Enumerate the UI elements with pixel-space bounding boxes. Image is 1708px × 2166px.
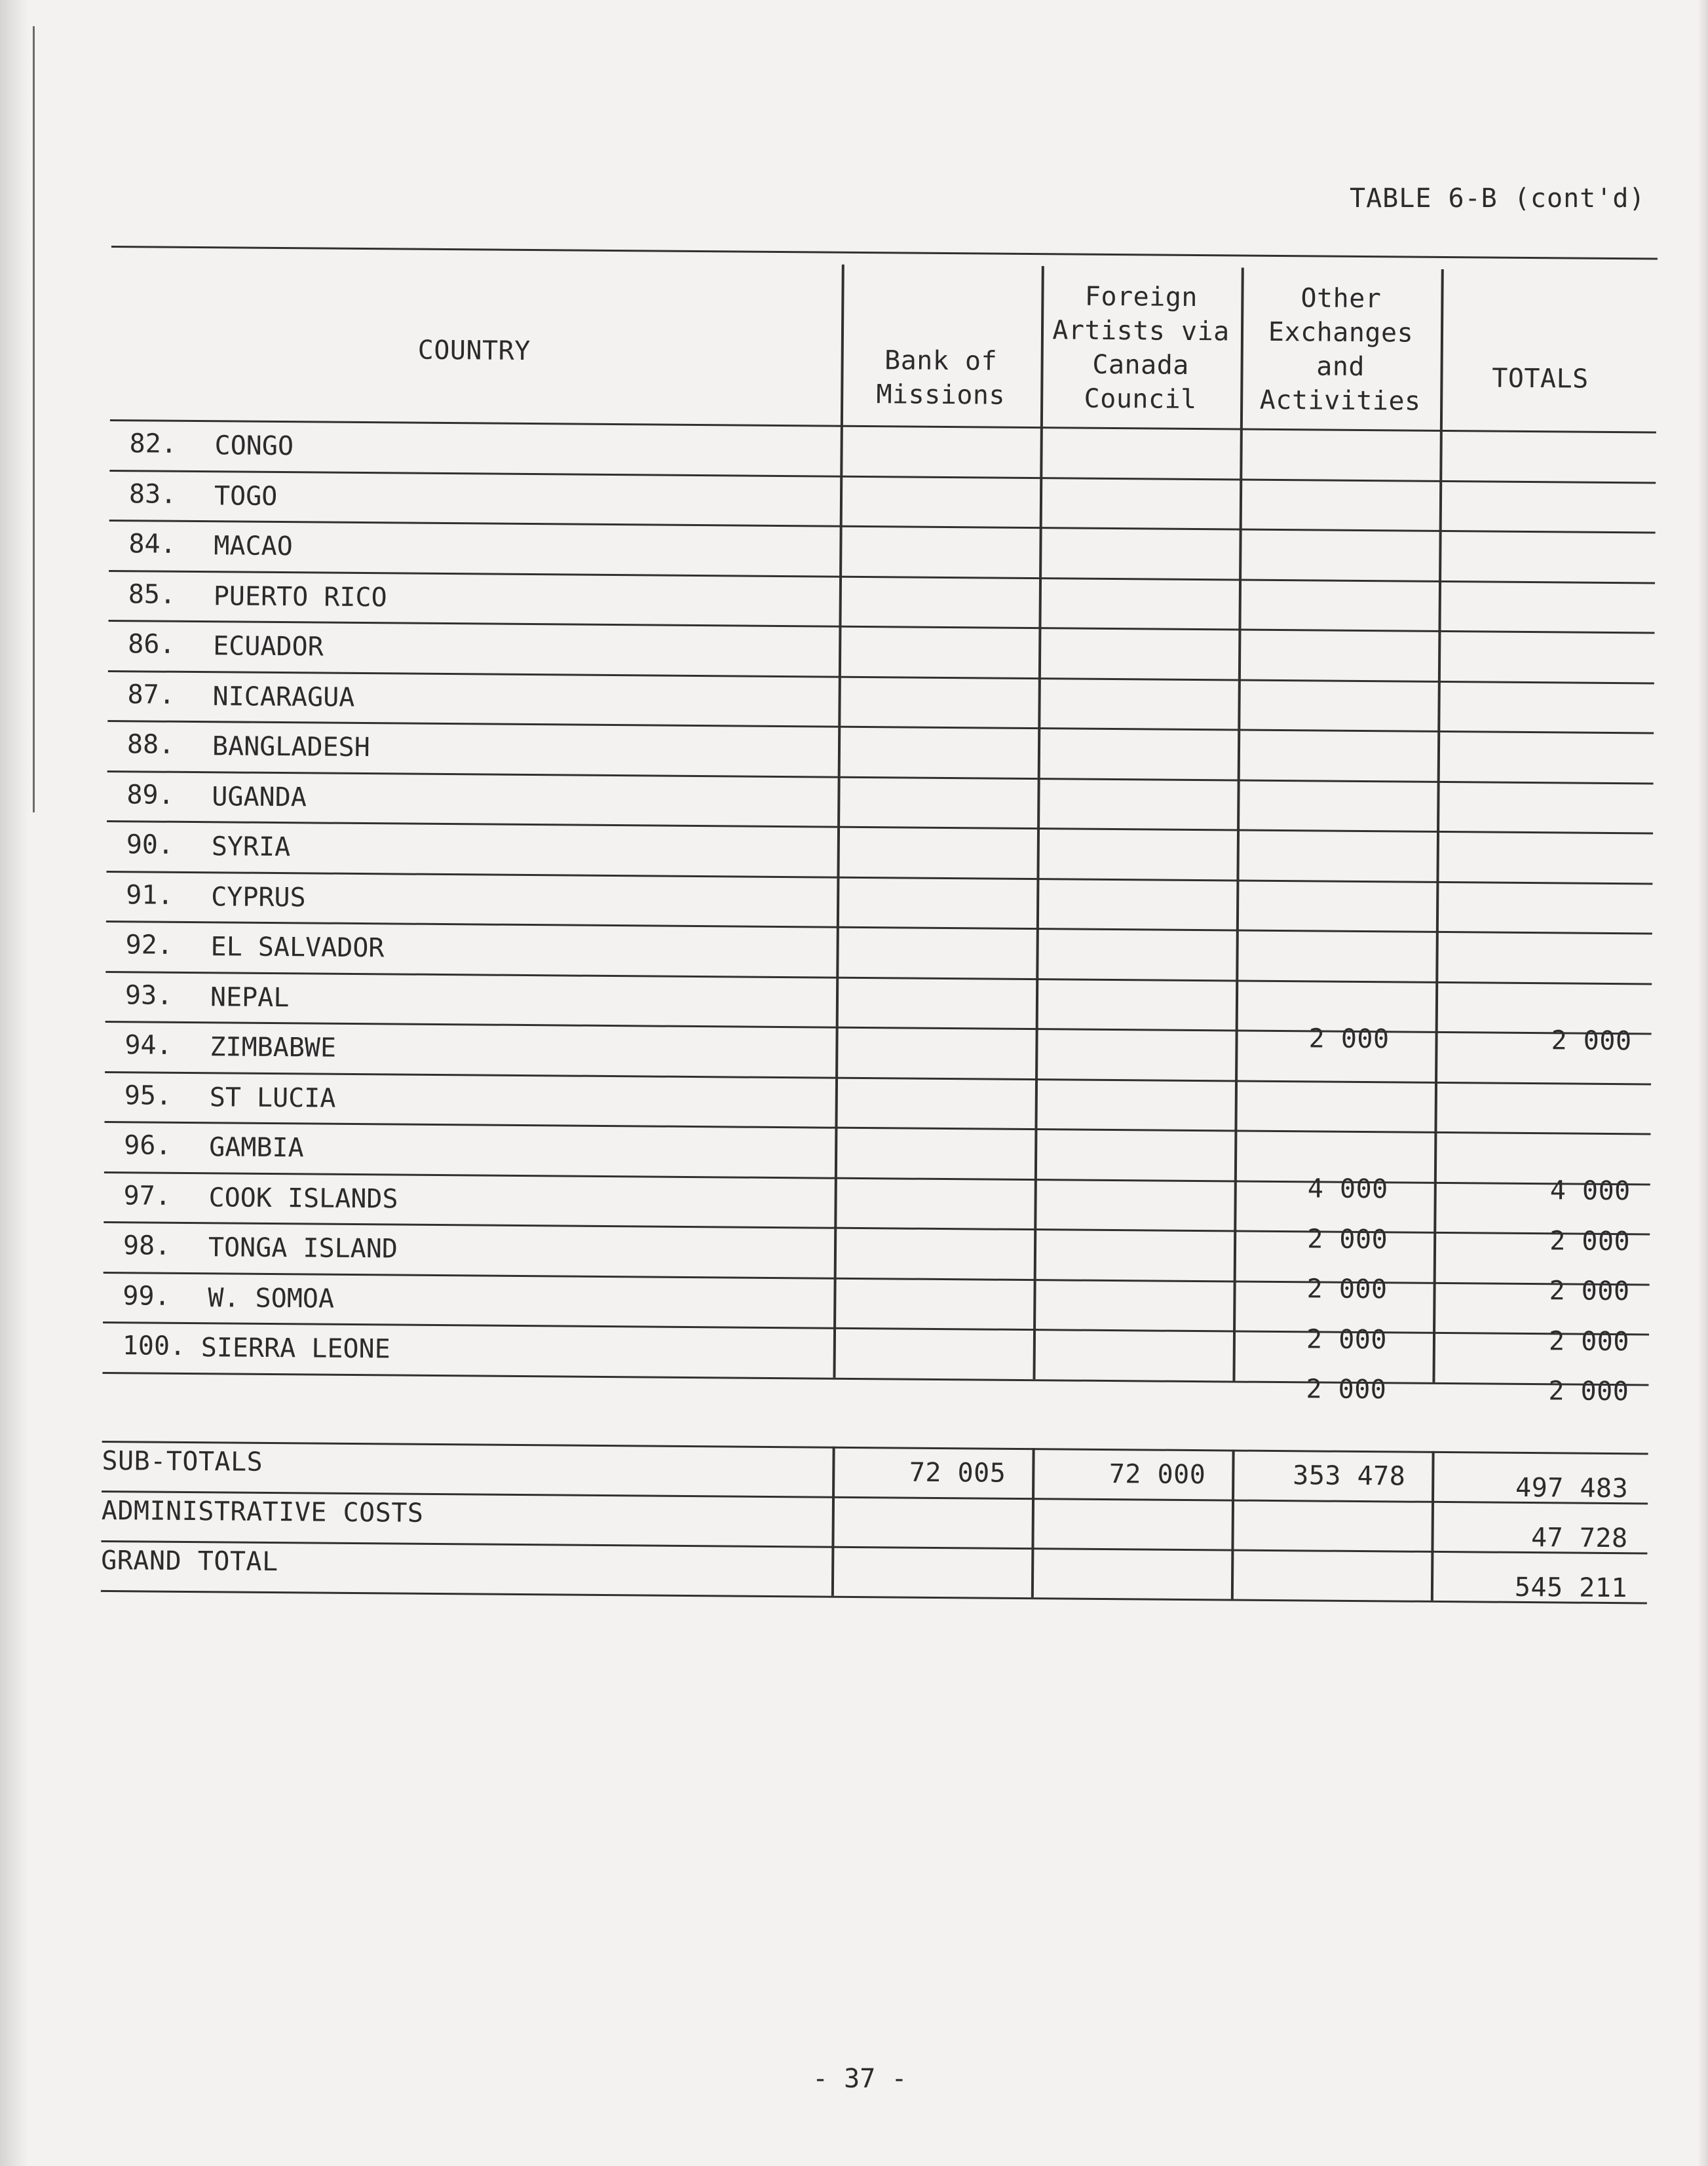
country-name: ECUADOR bbox=[213, 631, 324, 662]
row-number: 83. bbox=[128, 478, 177, 510]
row-number: 99. bbox=[123, 1280, 170, 1312]
row-rule bbox=[109, 520, 1656, 534]
column-rule bbox=[1033, 266, 1044, 1378]
row-number: 96. bbox=[124, 1130, 172, 1161]
country-name: W. SOMOA bbox=[208, 1282, 335, 1314]
country-name: CONGO bbox=[214, 430, 294, 462]
header-foreign-line-3: Canada bbox=[1092, 349, 1190, 381]
other-exchanges-value: 2 000 bbox=[1306, 1274, 1388, 1305]
row-rule bbox=[106, 870, 1652, 884]
column-rule bbox=[1232, 268, 1243, 1380]
summary-label: SUB-TOTALS bbox=[102, 1445, 263, 1477]
header-other-line-1: Other bbox=[1300, 283, 1382, 314]
totals-value: 545 211 bbox=[1514, 1572, 1628, 1603]
bank-of-missions-value: 72 005 bbox=[909, 1457, 1006, 1489]
summary-top-rule bbox=[102, 1440, 1648, 1454]
country-name: SYRIA bbox=[211, 831, 291, 863]
header-other-exchanges bbox=[1240, 281, 1441, 419]
row-number: 82. bbox=[129, 428, 178, 459]
column-rule bbox=[1432, 269, 1443, 1382]
country-name: NEPAL bbox=[210, 981, 290, 1013]
row-number: 86. bbox=[128, 629, 176, 660]
header-foreign-line-4: Council bbox=[1084, 383, 1197, 415]
row-number: 88. bbox=[126, 729, 175, 760]
column-rule bbox=[833, 265, 844, 1377]
row-rule bbox=[105, 1071, 1651, 1085]
row-rule bbox=[105, 970, 1652, 985]
page-number: - 37 - bbox=[812, 2064, 907, 2094]
header-country: COUNTRY bbox=[417, 335, 531, 367]
other-exchanges-value: 2 000 bbox=[1307, 1223, 1388, 1255]
binding-line bbox=[33, 26, 35, 812]
row-number: 91. bbox=[126, 879, 174, 911]
other-exchanges-value: 353 478 bbox=[1293, 1460, 1406, 1492]
header-bottom-rule bbox=[110, 419, 1656, 434]
header-bank-line-1: Bank of bbox=[884, 345, 998, 377]
header-totals: TOTALS bbox=[1492, 363, 1589, 394]
row-number: 90. bbox=[126, 829, 174, 860]
country-name: TONGA ISLAND bbox=[208, 1232, 398, 1264]
other-exchanges-value: 2 000 bbox=[1306, 1374, 1387, 1405]
other-exchanges-value: 4 000 bbox=[1307, 1173, 1388, 1205]
totals-value: 2 000 bbox=[1551, 1025, 1632, 1056]
row-number: 100. bbox=[122, 1331, 186, 1361]
country-name: TOGO bbox=[214, 480, 278, 512]
row-rule bbox=[104, 1121, 1650, 1135]
table-top-rule bbox=[111, 246, 1658, 260]
row-rule bbox=[107, 770, 1654, 784]
totals-value: 497 483 bbox=[1515, 1472, 1629, 1504]
row-rule bbox=[102, 1371, 1648, 1386]
row-rule bbox=[105, 1021, 1652, 1035]
summary-column-rule bbox=[1231, 1449, 1235, 1599]
other-exchanges-value: 2 000 bbox=[1306, 1323, 1388, 1355]
header-other-line-4: Activities bbox=[1259, 385, 1421, 417]
header-foreign-line-1: Foreign bbox=[1084, 281, 1198, 313]
row-rule bbox=[109, 469, 1656, 484]
summary-label: GRAND TOTAL bbox=[101, 1545, 278, 1577]
row-rule bbox=[104, 1271, 1650, 1285]
row-number: 85. bbox=[128, 579, 176, 610]
row-number: 87. bbox=[127, 679, 176, 710]
totals-value: 2 000 bbox=[1549, 1225, 1631, 1257]
country-name: MACAO bbox=[214, 531, 294, 562]
row-rule bbox=[108, 620, 1654, 634]
table-title: TABLE 6-B (cont'd) bbox=[1350, 183, 1646, 214]
summary-row-rule bbox=[101, 1540, 1647, 1554]
summary-column-rule bbox=[831, 1446, 835, 1595]
header-other-line-3: and bbox=[1316, 351, 1365, 383]
summary-row-rule bbox=[101, 1589, 1647, 1604]
country-name: UGANDA bbox=[212, 781, 307, 812]
country-name: ST LUCIA bbox=[209, 1082, 336, 1114]
page-right-edge bbox=[1698, 0, 1708, 2166]
header-bank-of-missions bbox=[841, 343, 1041, 413]
header-foreign-line-2: Artists via bbox=[1052, 315, 1230, 347]
totals-value: 4 000 bbox=[1549, 1175, 1631, 1207]
row-number: 84. bbox=[128, 529, 176, 560]
country-name: BANGLADESH bbox=[212, 731, 371, 763]
row-number: 98. bbox=[123, 1230, 171, 1261]
row-number: 89. bbox=[126, 779, 174, 810]
country-name: SIERRA LEONE bbox=[200, 1333, 390, 1365]
row-number: 94. bbox=[124, 1030, 172, 1061]
summary-column-rule bbox=[1031, 1448, 1035, 1597]
header-other-line-2: Exchanges bbox=[1268, 316, 1414, 349]
summary-label: ADMINISTRATIVE COSTS bbox=[101, 1495, 424, 1529]
row-number: 92. bbox=[125, 930, 174, 960]
foreign-artists-value: 72 000 bbox=[1109, 1458, 1206, 1490]
totals-value: 2 000 bbox=[1548, 1325, 1630, 1357]
other-exchanges-value: 2 000 bbox=[1308, 1023, 1390, 1054]
totals-value: 2 000 bbox=[1549, 1276, 1630, 1307]
row-number: 97. bbox=[123, 1180, 172, 1211]
row-number: 93. bbox=[124, 979, 173, 1011]
row-number: 95. bbox=[124, 1080, 172, 1111]
country-name: ZIMBABWE bbox=[210, 1032, 337, 1063]
header-bank-line-2: Missions bbox=[876, 379, 1006, 411]
totals-value: 47 728 bbox=[1530, 1522, 1628, 1553]
country-name: COOK ISLANDS bbox=[208, 1182, 398, 1214]
totals-value: 2 000 bbox=[1548, 1376, 1629, 1407]
country-name: GAMBIA bbox=[209, 1132, 304, 1164]
header-foreign-artists bbox=[1040, 279, 1242, 417]
country-name: CYPRUS bbox=[211, 881, 306, 913]
binding-edge bbox=[0, 0, 29, 2166]
country-name: PUERTO RICO bbox=[213, 580, 387, 613]
country-name: EL SALVADOR bbox=[210, 932, 385, 964]
country-name: NICARAGUA bbox=[212, 681, 355, 713]
row-rule bbox=[107, 820, 1653, 835]
